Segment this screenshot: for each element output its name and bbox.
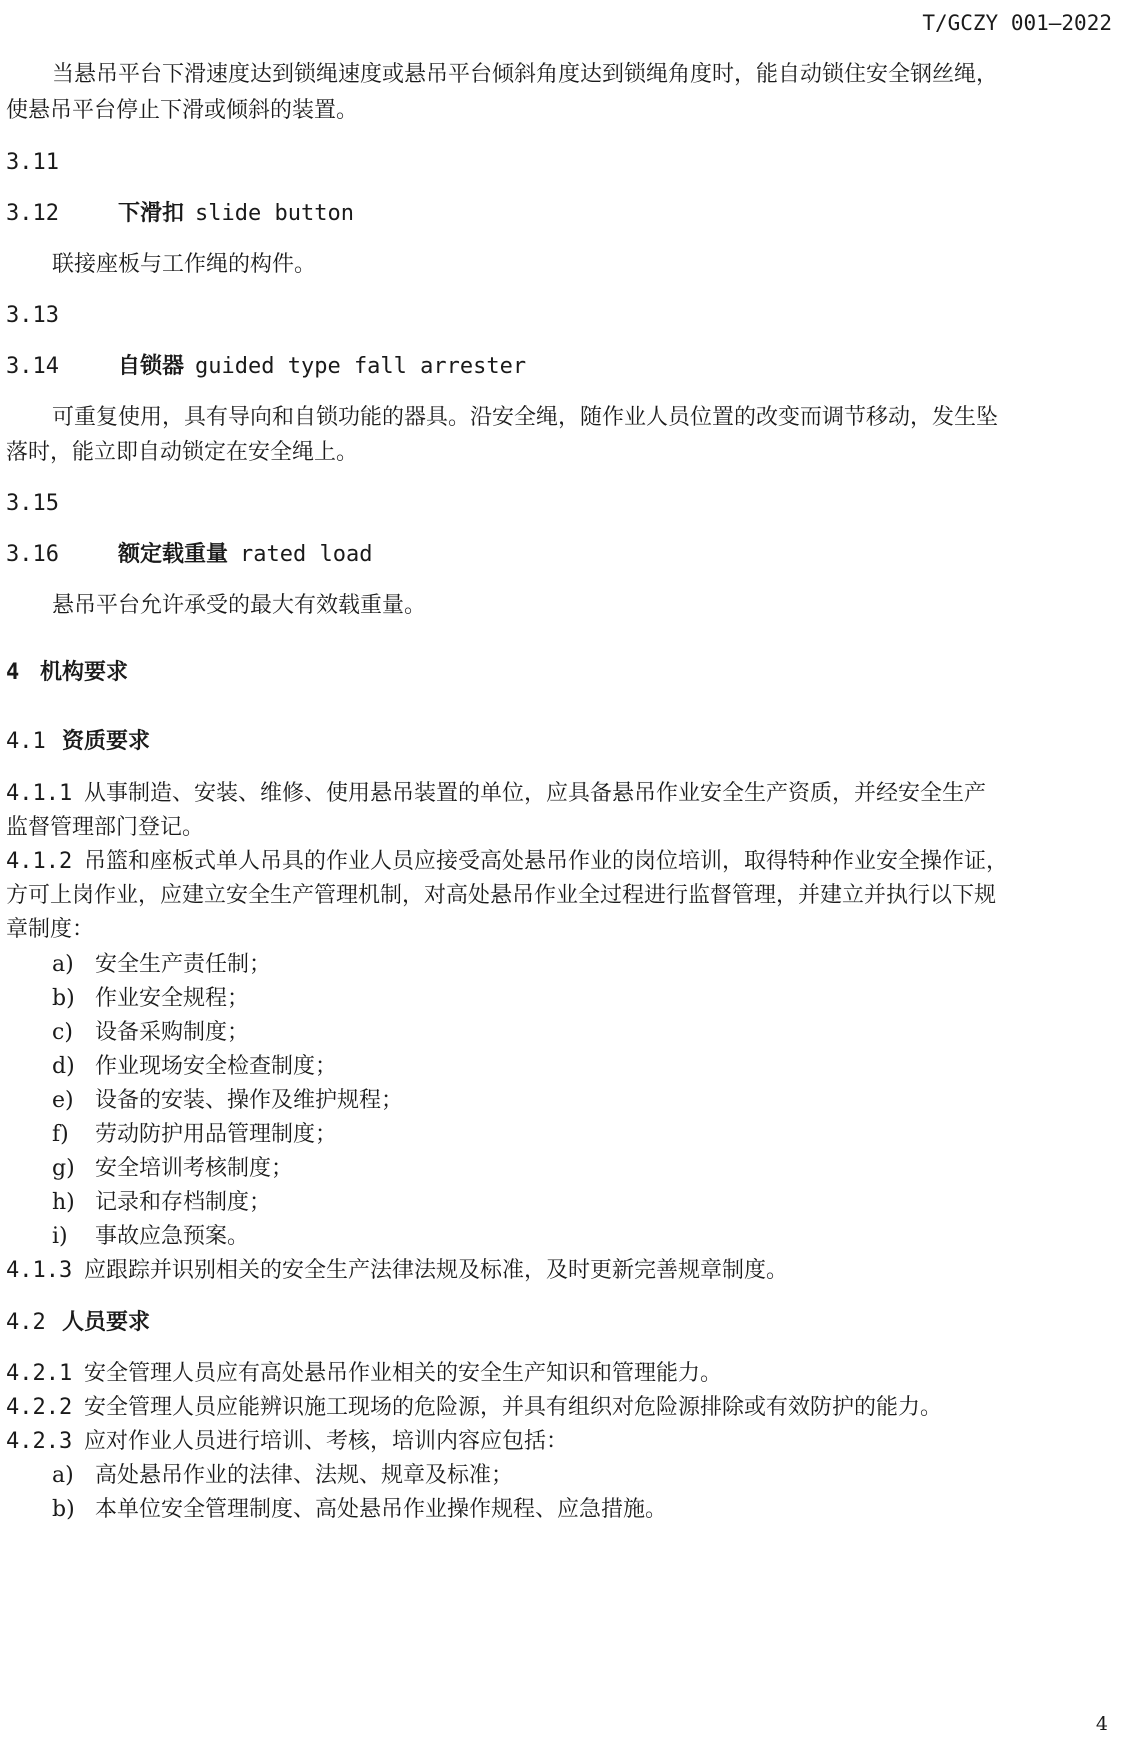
clause-text: 章制度：: [6, 917, 95, 942]
list-item: 本单位安全管理制度、高处悬吊作业操作规程、应急措施。: [95, 1497, 668, 1522]
term-chinese: 额定载重量: [118, 542, 229, 567]
clause-number: 4.1.2: [6, 849, 73, 874]
term-english: rated load: [240, 542, 373, 567]
term-definition: 落时，能立即自动锁定在安全绳上。: [6, 440, 359, 465]
list-item: 作业安全规程；: [95, 986, 250, 1011]
list-item: 事故应急预案。: [95, 1224, 250, 1249]
list-item: 设备采购制度；: [95, 1020, 250, 1045]
term-english: guided type fall arrester: [195, 354, 527, 379]
list-marker: a): [52, 952, 74, 977]
term-definition: 悬吊平台允许承受的最大有效载重量。: [52, 593, 427, 618]
term-number: 3.11: [6, 150, 59, 175]
list-item: 高处悬吊作业的法律、法规、规章及标准；: [95, 1463, 514, 1488]
clause-text: 安全管理人员应能辨识施工现场的危险源，并具有组织对危险源排除或有效防护的能力。: [84, 1395, 943, 1420]
page-number: 4: [1095, 1713, 1108, 1735]
clause-text: 方可上岗作业，应建立安全生产管理机制，对高处悬吊作业全过程进行监督管理，并建立并执行以下规: [6, 883, 997, 908]
list-marker: b): [52, 1497, 75, 1522]
term-chinese: 下滑扣: [118, 201, 185, 226]
list-marker: c): [52, 1020, 73, 1045]
list-item: 劳动防护用品管理制度；: [95, 1122, 338, 1147]
term-number: 3.15: [6, 491, 59, 516]
list-item: 安全生产责任制；: [95, 952, 272, 977]
clause-number: 4.2.3: [6, 1429, 73, 1454]
list-marker: d): [52, 1054, 75, 1079]
subsection-number: 4.1: [6, 729, 46, 754]
clause-text: 应对作业人员进行培训、考核，培训内容应包括：: [84, 1429, 569, 1454]
list-item: 设备的安装、操作及维护规程；: [95, 1088, 404, 1113]
term-english: slide button: [195, 201, 354, 226]
section-number: 4: [6, 660, 20, 685]
list-marker: e): [52, 1088, 74, 1113]
list-marker: b): [52, 986, 75, 1011]
term-definition: 联接座板与工作绳的构件。: [52, 252, 317, 277]
clause-text: 应跟踪并识别相关的安全生产法律法规及标准，及时更新完善规章制度。: [84, 1258, 789, 1283]
list-marker: f): [52, 1122, 69, 1147]
list-marker: h): [52, 1190, 75, 1215]
clause-number: 4.2.2: [6, 1395, 73, 1420]
term-number: 3.14: [6, 354, 59, 379]
clause-number: 4.1.1: [6, 781, 73, 806]
term-number: 3.13: [6, 303, 59, 328]
clause-number: 4.2.1: [6, 1361, 73, 1386]
list-item: 作业现场安全检查制度；: [95, 1054, 338, 1079]
term-number: 3.16: [6, 542, 59, 567]
section-title: 机构要求: [40, 660, 129, 685]
list-marker: i): [52, 1224, 68, 1249]
list-marker: g): [52, 1156, 75, 1181]
term-number: 3.12: [6, 201, 59, 226]
clause-number: 4.1.3: [6, 1258, 73, 1283]
clause-text: 安全管理人员应有高处悬吊作业相关的安全生产知识和管理能力。: [84, 1361, 723, 1386]
paragraph-line: 当悬吊平台下滑速度达到锁绳速度或悬吊平台倾斜角度达到锁绳角度时，能自动锁住安全钢丝绳，: [52, 62, 999, 87]
list-item: 记录和存档制度；: [95, 1190, 272, 1215]
paragraph-line: 使悬吊平台停止下滑或倾斜的装置。: [6, 98, 359, 123]
clause-text: 监督管理部门登记。: [6, 815, 205, 840]
subsection-title: 人员要求: [62, 1310, 151, 1335]
list-marker: a): [52, 1463, 74, 1488]
document-code-header: T/GCZY 001—2022: [922, 11, 1112, 35]
clause-text: 从事制造、安装、维修、使用悬吊装置的单位，应具备悬吊作业安全生产资质，并经安全生产: [84, 781, 987, 806]
clause-text: 吊篮和座板式单人吊具的作业人员应接受高处悬吊作业的岗位培训，取得特种作业安全操作证，: [84, 849, 1009, 874]
list-item: 安全培训考核制度；: [95, 1156, 294, 1181]
term-chinese: 自锁器: [118, 354, 185, 379]
term-definition: 可重复使用，具有导向和自锁功能的器具。沿安全绳，随作业人员位置的改变而调节移动，发生坠: [52, 405, 999, 430]
subsection-number: 4.2: [6, 1310, 46, 1335]
subsection-title: 资质要求: [62, 729, 151, 754]
